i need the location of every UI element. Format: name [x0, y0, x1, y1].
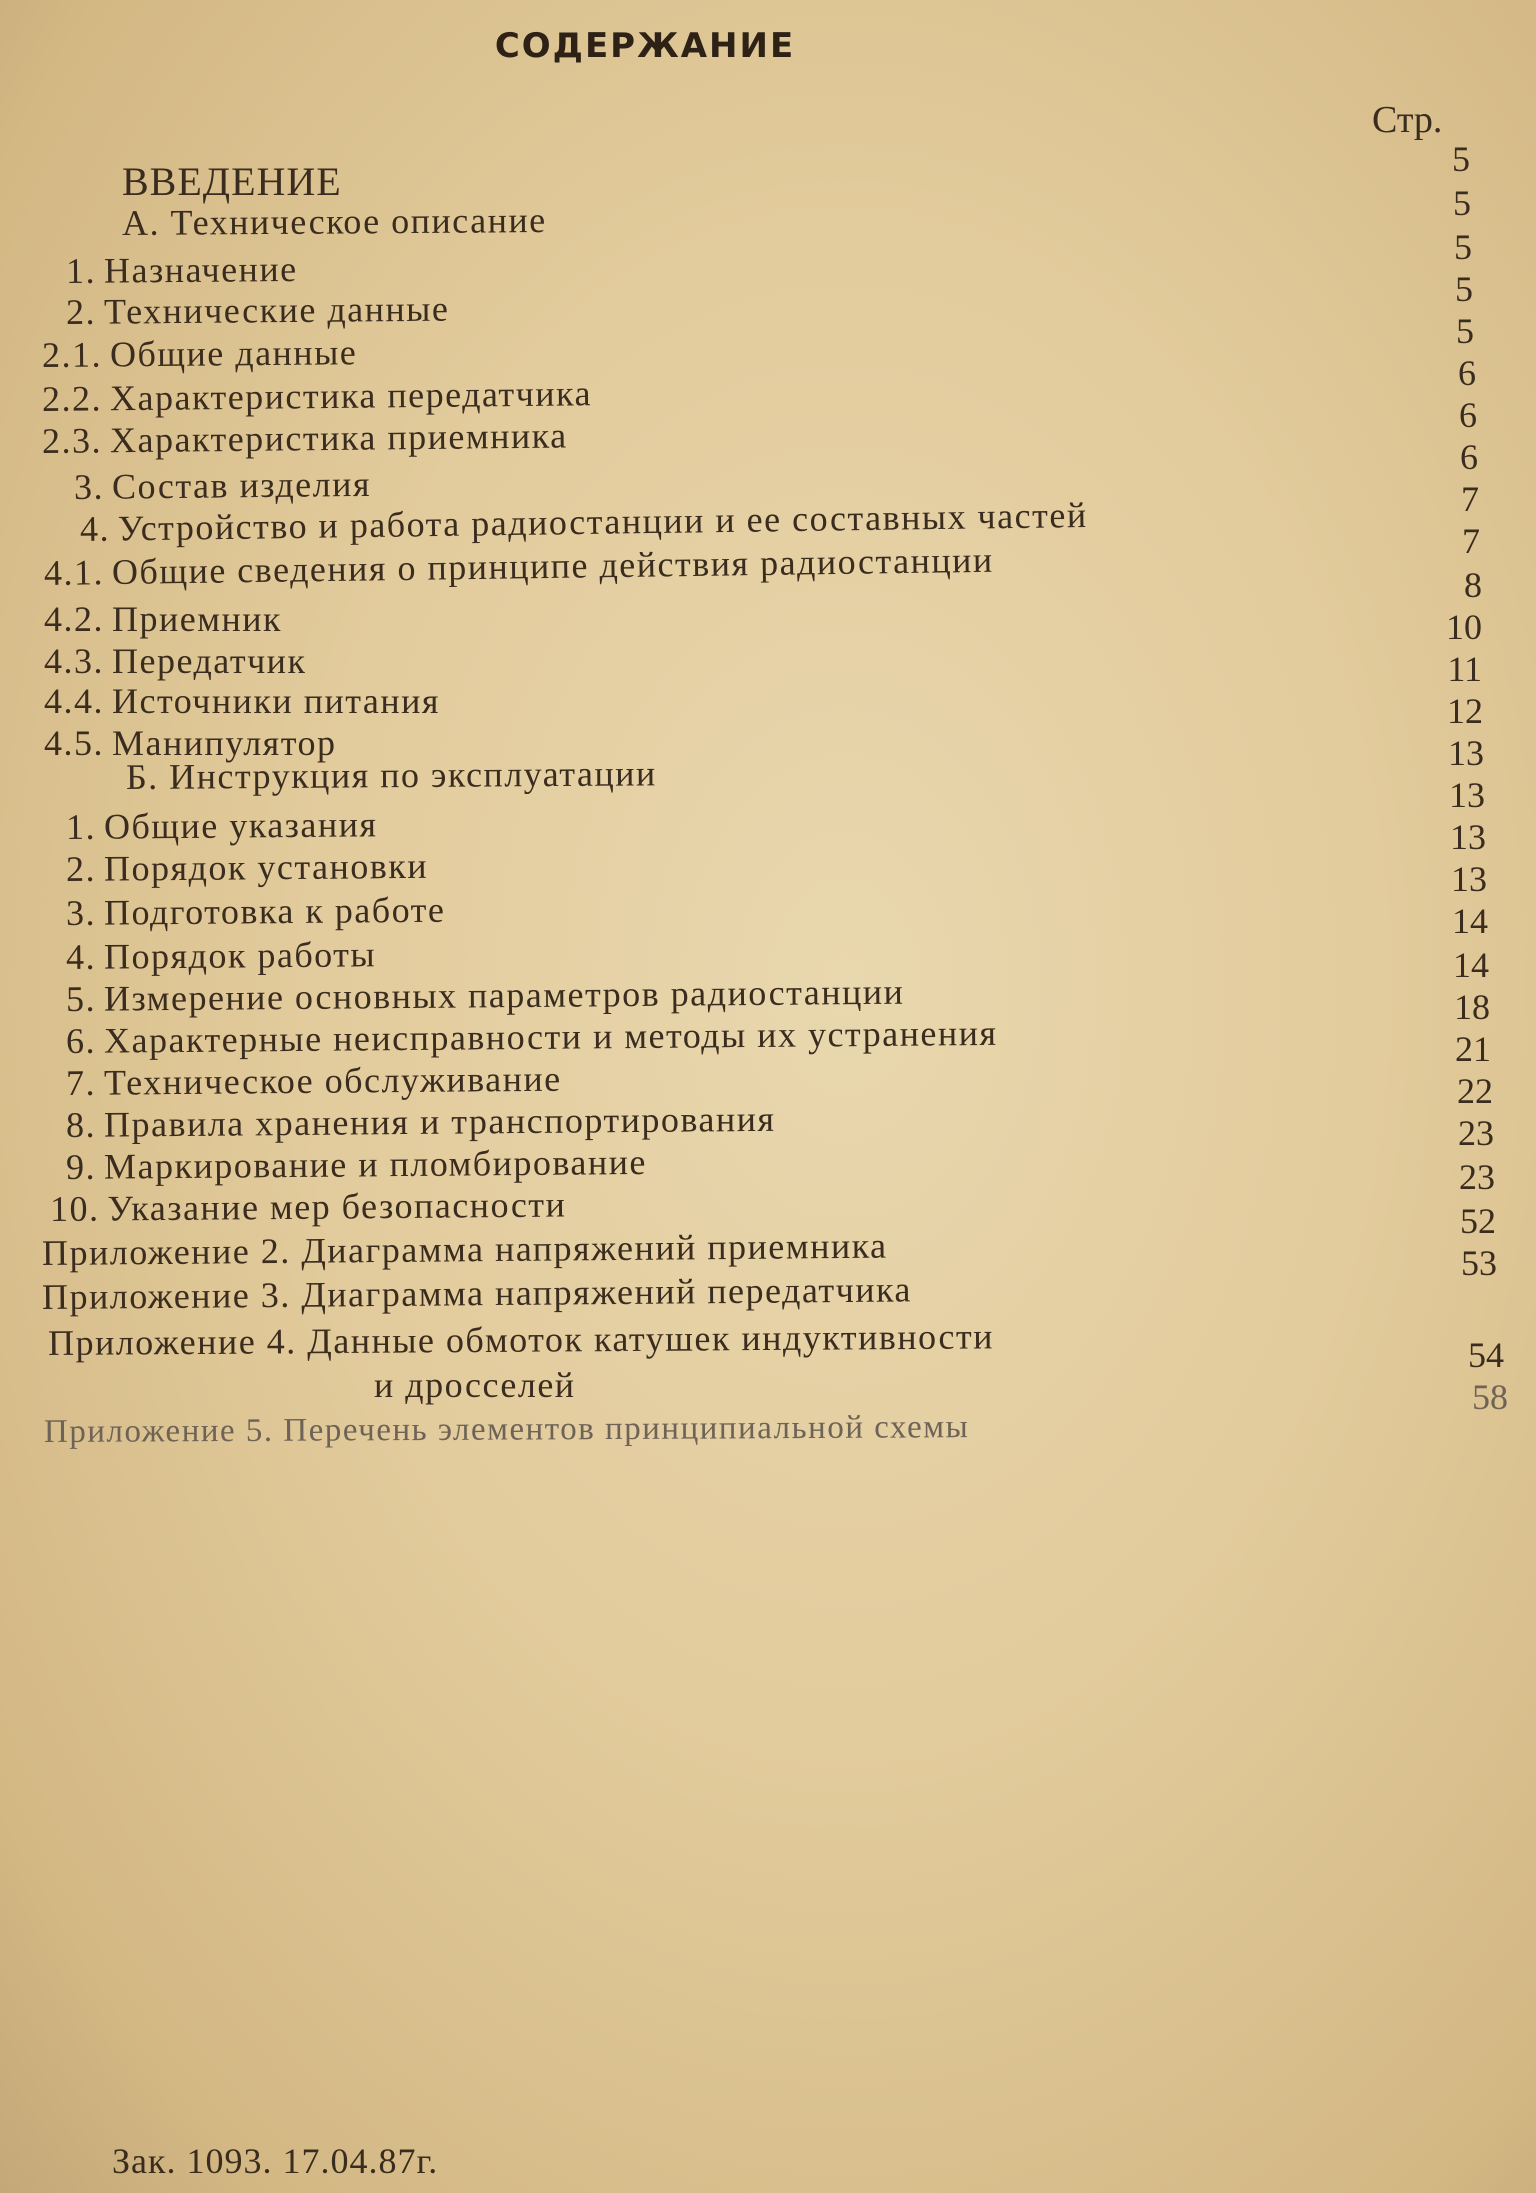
toc-entry [122, 199, 547, 244]
toc-entry-text: Общие данные [109, 332, 358, 375]
toc-entry-text: Состав изделия [111, 463, 372, 507]
toc-entry-text: Измерение основных параметров радиостанции [103, 971, 905, 1019]
toc-entry [66, 1098, 776, 1146]
toc-entry [66, 248, 298, 292]
page-number: 6 [1459, 395, 1477, 435]
toc-entry-text: Техническое обслуживание [103, 1058, 562, 1103]
toc-entry-text: Передатчик [112, 641, 307, 681]
toc-entry [66, 889, 446, 934]
page-number: 6 [1458, 353, 1476, 393]
toc-entry [42, 372, 592, 420]
page-number: 13 [1450, 817, 1486, 857]
toc-entry [42, 1225, 888, 1274]
toc-entry-number: 4.5. [44, 723, 104, 763]
toc-entry [126, 752, 657, 798]
toc-entry-text: Приемник [112, 599, 283, 639]
toc-entry-text: Манипулятор [112, 723, 337, 763]
toc-entry-number: 3. [65, 892, 97, 933]
toc-entry [74, 463, 371, 508]
toc-entry [66, 1012, 998, 1062]
page-number: 23 [1459, 1157, 1495, 1197]
toc-entry-text: Характеристика приемника [109, 415, 568, 461]
toc-entry [66, 803, 378, 848]
toc-entry-text: Б. Инструкция по эксплуатации [125, 753, 657, 797]
page-number: 23 [1458, 1113, 1494, 1153]
toc-entry-number: 2.1. [41, 334, 103, 375]
toc-entry-number: 8. [65, 1104, 97, 1145]
page-number: 13 [1448, 733, 1484, 773]
page-number: 5 [1455, 269, 1473, 309]
toc-entry-number: 5. [65, 978, 97, 1019]
toc-entry-text: Указание мер безопасности [107, 1184, 567, 1229]
page-title: СОДЕРЖАНИЕ [494, 26, 796, 66]
toc-entry [66, 933, 376, 978]
toc-entry [66, 1058, 562, 1104]
page-number: 7 [1461, 479, 1479, 519]
toc-entry-text: Назначение [103, 248, 298, 291]
toc-entry [50, 1183, 567, 1230]
page-number: 6 [1460, 437, 1478, 477]
toc-entry-text: Подготовка к работе [103, 889, 446, 933]
toc-entry-text: Маркирование и пломбирование [103, 1141, 648, 1187]
toc-entry [44, 680, 440, 722]
toc-entry-number: 2. [65, 291, 97, 332]
toc-entry-number: 4. [65, 936, 97, 977]
page-number: 5 [1454, 227, 1472, 267]
page-number: 53 [1461, 1243, 1497, 1283]
toc-entry-number: 2.2. [41, 378, 103, 419]
page-number: 11 [1447, 649, 1482, 689]
toc-entry [66, 288, 450, 333]
toc-entry-number: 4.3. [44, 641, 104, 681]
page-number: 54 [1468, 1335, 1504, 1375]
page-number: 5 [1456, 311, 1474, 351]
toc-entry-number: 4.2. [44, 599, 104, 639]
page-number: 5 [1453, 183, 1471, 223]
toc-entry-text: А. Техническое описание [121, 200, 547, 243]
page-number: 13 [1451, 859, 1487, 899]
toc-entry [66, 1141, 647, 1188]
page-number: 8 [1464, 565, 1482, 605]
toc-entry-text: Общие сведения о принципе действия радиостанции [111, 539, 994, 593]
toc-entry-text: Характерные неисправности и методы их устранения [103, 1012, 998, 1061]
toc-entry-number: 6. [65, 1020, 97, 1061]
toc-entry-number: 1. [65, 806, 97, 847]
toc-entry-number: 4. [79, 508, 111, 549]
page-column-label: Стр. [1372, 99, 1443, 141]
toc-entry [374, 1364, 576, 1406]
page-number: 7 [1462, 521, 1480, 561]
toc-entry-number: 4.1. [43, 552, 105, 593]
toc-entry-number: 2. [65, 848, 97, 889]
toc-entry-text: Устройство и работа радиостанции и ее составных частей [117, 494, 1088, 549]
toc-entry [66, 971, 905, 1020]
toc-entry [44, 1409, 969, 1451]
toc-entry-number: 3. [73, 466, 105, 507]
page-number: 18 [1454, 987, 1490, 1027]
toc-entry-text: Приложение 5. Перечень элементов принципиальной схемы [43, 1409, 970, 1450]
page-number: 22 [1457, 1071, 1493, 1111]
toc-entry-number: 7. [65, 1062, 97, 1103]
page-number: 5 [1452, 139, 1470, 179]
toc-entry [122, 158, 342, 205]
toc-entry [48, 1315, 994, 1364]
toc-entry-text: ВВЕДЕНИЕ [122, 159, 342, 204]
toc-entry-text: Приложение 4. Данные обмоток катушек индуктивности [47, 1316, 995, 1363]
toc-entry-number: 2.3. [41, 420, 103, 461]
toc-entry-number: 9. [65, 1146, 97, 1187]
print-order-footer: Зак. 1093. 17.04.87г. [112, 2141, 439, 2181]
toc-entry-number: 10. [49, 1188, 100, 1229]
page-number: 21 [1455, 1029, 1491, 1069]
page-number: 58 [1472, 1377, 1508, 1417]
page-number: 14 [1453, 945, 1489, 985]
toc-entry-text: Порядок установки [103, 845, 429, 889]
page-number: 13 [1449, 775, 1485, 815]
toc-entry-number: 1. [65, 250, 97, 291]
toc-entry-text: Источники питания [112, 681, 440, 721]
toc-entry [42, 414, 568, 462]
toc-entry-text: Правила хранения и транспортирования [103, 1098, 776, 1145]
toc-entry-text: Приложение 2. Диаграмма напряжений приемника [41, 1225, 888, 1273]
page-number: 14 [1452, 901, 1488, 941]
page-number: 52 [1460, 1201, 1496, 1241]
toc-entry-text: Приложение 3. Диаграмма напряжений передатчика [41, 1269, 913, 1317]
toc-entry [42, 1268, 912, 1318]
page-number: 12 [1447, 691, 1483, 731]
toc-entry [42, 331, 358, 376]
toc-entry [44, 640, 306, 682]
page-number: 10 [1446, 607, 1482, 647]
toc-entry-text: Общие указания [103, 804, 378, 847]
toc-entry [66, 845, 428, 890]
toc-entry [44, 598, 282, 640]
toc-entry-text: Характеристика передатчика [109, 373, 593, 419]
toc-entry-text: Порядок работы [103, 934, 377, 977]
toc-entry-text: Технические данные [103, 288, 450, 332]
toc-entry-number: 4.4. [44, 681, 104, 721]
toc-entry-text: и дросселей [374, 1365, 576, 1405]
